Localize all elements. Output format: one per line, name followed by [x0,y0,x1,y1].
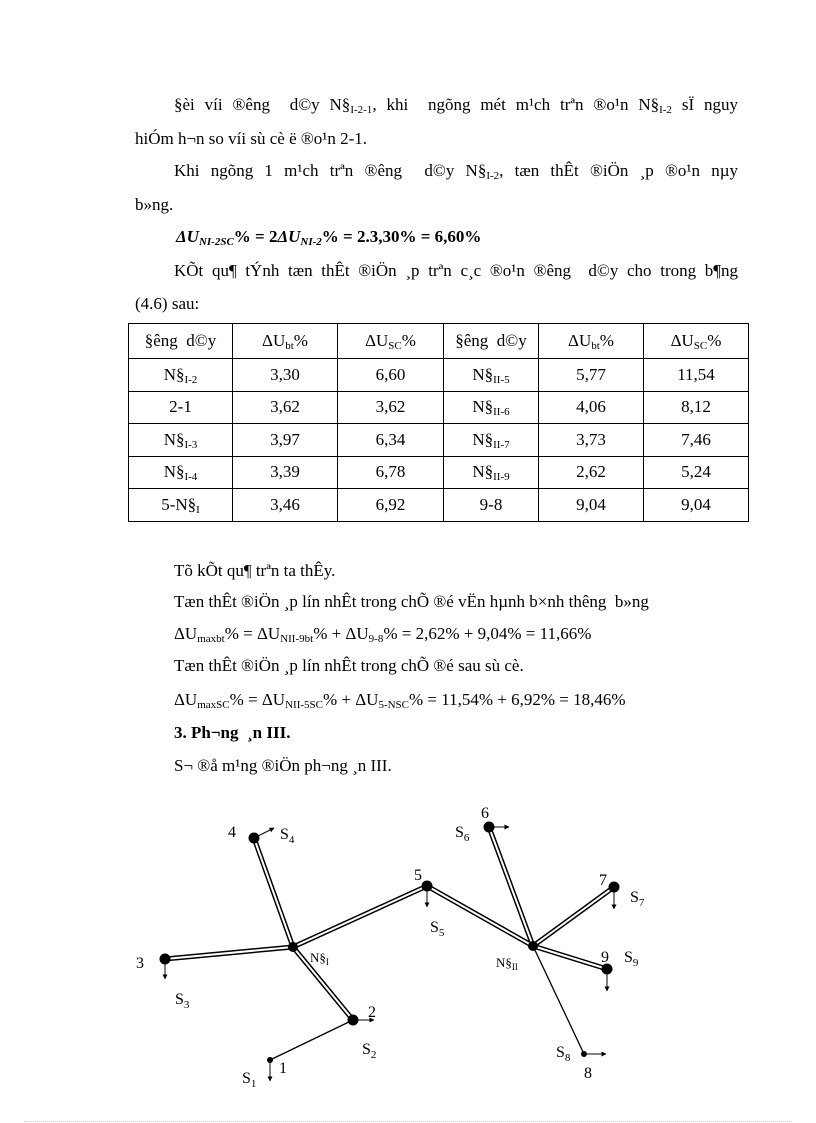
node-label-9: 9 [601,949,609,966]
node-label-4: 4 [228,824,236,841]
table-cell: 6,92 [338,489,444,522]
para2-line2: b»ng. [135,195,174,214]
table-header-cell: §êng d©y [129,324,233,359]
table-cell: $5-N\S_I$ [129,489,233,522]
results-intro: Tõ kÕt qu¶ trªn ta thÊy. [174,561,336,580]
table-header-cell: $\Delta U_{SC}\%$ [644,324,749,359]
load-label-s1: $S_1$ [242,1070,257,1090]
table-cell: 3,39 [233,456,338,489]
equation-3: $\Delta U_{maxSC}\% = \Delta U_{NII-5SC}\% + \Delta U_{5-NSC}\% = 11,54\% + 6,92\% = 18,46\%$ [174,690,626,711]
node-label-5: 5 [414,867,422,884]
node-label-2: 2 [368,1004,376,1021]
table-cell: $N\S_{II-7}$ [444,424,539,457]
load-label-s9: $S_9$ [624,949,639,969]
table-header-cell: $\Delta U_{bt}\%$ [539,324,644,359]
node-label-8: 8 [584,1065,592,1082]
node-dots [160,822,620,1064]
table-cell: 4,06 [539,391,644,424]
load-label-s2: $S_2$ [362,1041,377,1061]
table-cell: $N\S_{I-2}$ [129,359,233,392]
page-bottom-divider [24,1121,792,1122]
table-cell: 9-8 [444,489,539,522]
table-cell: 2-1 [129,391,233,424]
table-cell: 9,04 [644,489,749,522]
load-label-s3: $S_3$ [175,991,190,1011]
double-lines [165,827,614,1020]
node-label-7: 7 [599,872,607,889]
table-header-cell: §êng d©y [444,324,539,359]
table-cell: 3,46 [233,489,338,522]
table-cell: 3,30 [233,359,338,392]
table-cell: 2,62 [539,456,644,489]
equation-1: $\Delta U_{NI-2SC}\% = 2\Delta U_{NI-2}\% = 2.3,30\% = 6,60\%$ [176,227,482,248]
load-label-s7: $S_7$ [630,889,645,909]
load-label-s5: $S_5$ [430,919,445,939]
load-label-s8: $S_8$ [556,1044,571,1064]
table-cell: $N\S_{II-6}$ [444,391,539,424]
table-cell: $N\S_{I-4}$ [129,456,233,489]
node-label-ndI: $N\S_I$ [310,950,329,967]
para1-line2: hiÓm h¬n so víi sù cè ë ®o¹n 2-1. [135,129,368,148]
table-cell: 3,97 [233,424,338,457]
table-cell: 8,12 [644,391,749,424]
table-cell: 3,62 [233,391,338,424]
node-label-1: 1 [279,1060,287,1077]
table-cell: 5,77 [539,359,644,392]
results-normal-text: Tæn thÊt ®iÖn ¸p lín nhÊt trong chÕ ®é vËn hµnh b×nh thêng b»ng [174,592,649,611]
table-cell: 7,46 [644,424,749,457]
para3-line2: (4.6) sau: [135,294,200,313]
table-header-cell: $\Delta U_{SC}\%$ [338,324,444,359]
table-cell: 6,78 [338,456,444,489]
table-cell: 11,54 [644,359,749,392]
table-cell: $N\S_{I-3}$ [129,424,233,457]
table-cell: $N\S_{II-5}$ [444,359,539,392]
table-cell: 6,34 [338,424,444,457]
node-label-3: 3 [136,955,144,972]
table-cell: 5,24 [644,456,749,489]
table-cell: 9,04 [539,489,644,522]
section-caption: S¬ ®å m¹ng ®iÖn ph¬ng ¸n III. [174,756,392,775]
node-label-ndII: $N\S_{II}$ [496,955,518,972]
table-cell: 3,62 [338,391,444,424]
table-cell: 6,60 [338,359,444,392]
results-fault-text: Tæn thÊt ®iÖn ¸p lín nhÊt trong chÕ ®é sau sù cè. [174,656,524,675]
equation-2: $\Delta U_{maxbt}\% = \Delta U_{NII-9bt}\% + \Delta U_{9-8}\% = 2,62\% + 9,04\% = 11,66\%$ [174,624,592,645]
section-heading: 3. Ph¬ng ¸n III. [174,723,291,742]
load-label-s6: $S_6$ [455,824,470,844]
node-label-6: 6 [481,805,489,822]
para2-line1: Khi ngõng 1 m¹ch trªn ®êng d©y $N\S_{I-2}$, tæn thÊt ®iÖn ¸p ®o¹n nµy [174,161,739,182]
table-header-cell: $\Delta U_{bt}\%$ [233,324,338,359]
load-label-s4: $S_4$ [280,826,295,846]
table-cell: $N\S_{II-9}$ [444,456,539,489]
table-cell: 3,73 [539,424,644,457]
para1-line1: §èi víi ®êng d©y $N\S_{I-2-1}$, khi ngõng mét m¹ch trªn ®o¹n $N\S_{I-2}$ sÏ nguy [174,95,738,116]
para3-line1: KÕt qu¶ tÝnh tæn thÊt ®iÖn ¸p trªn c¸c ®o¹n ®êng d©y cho trong b¶ng [174,261,738,280]
